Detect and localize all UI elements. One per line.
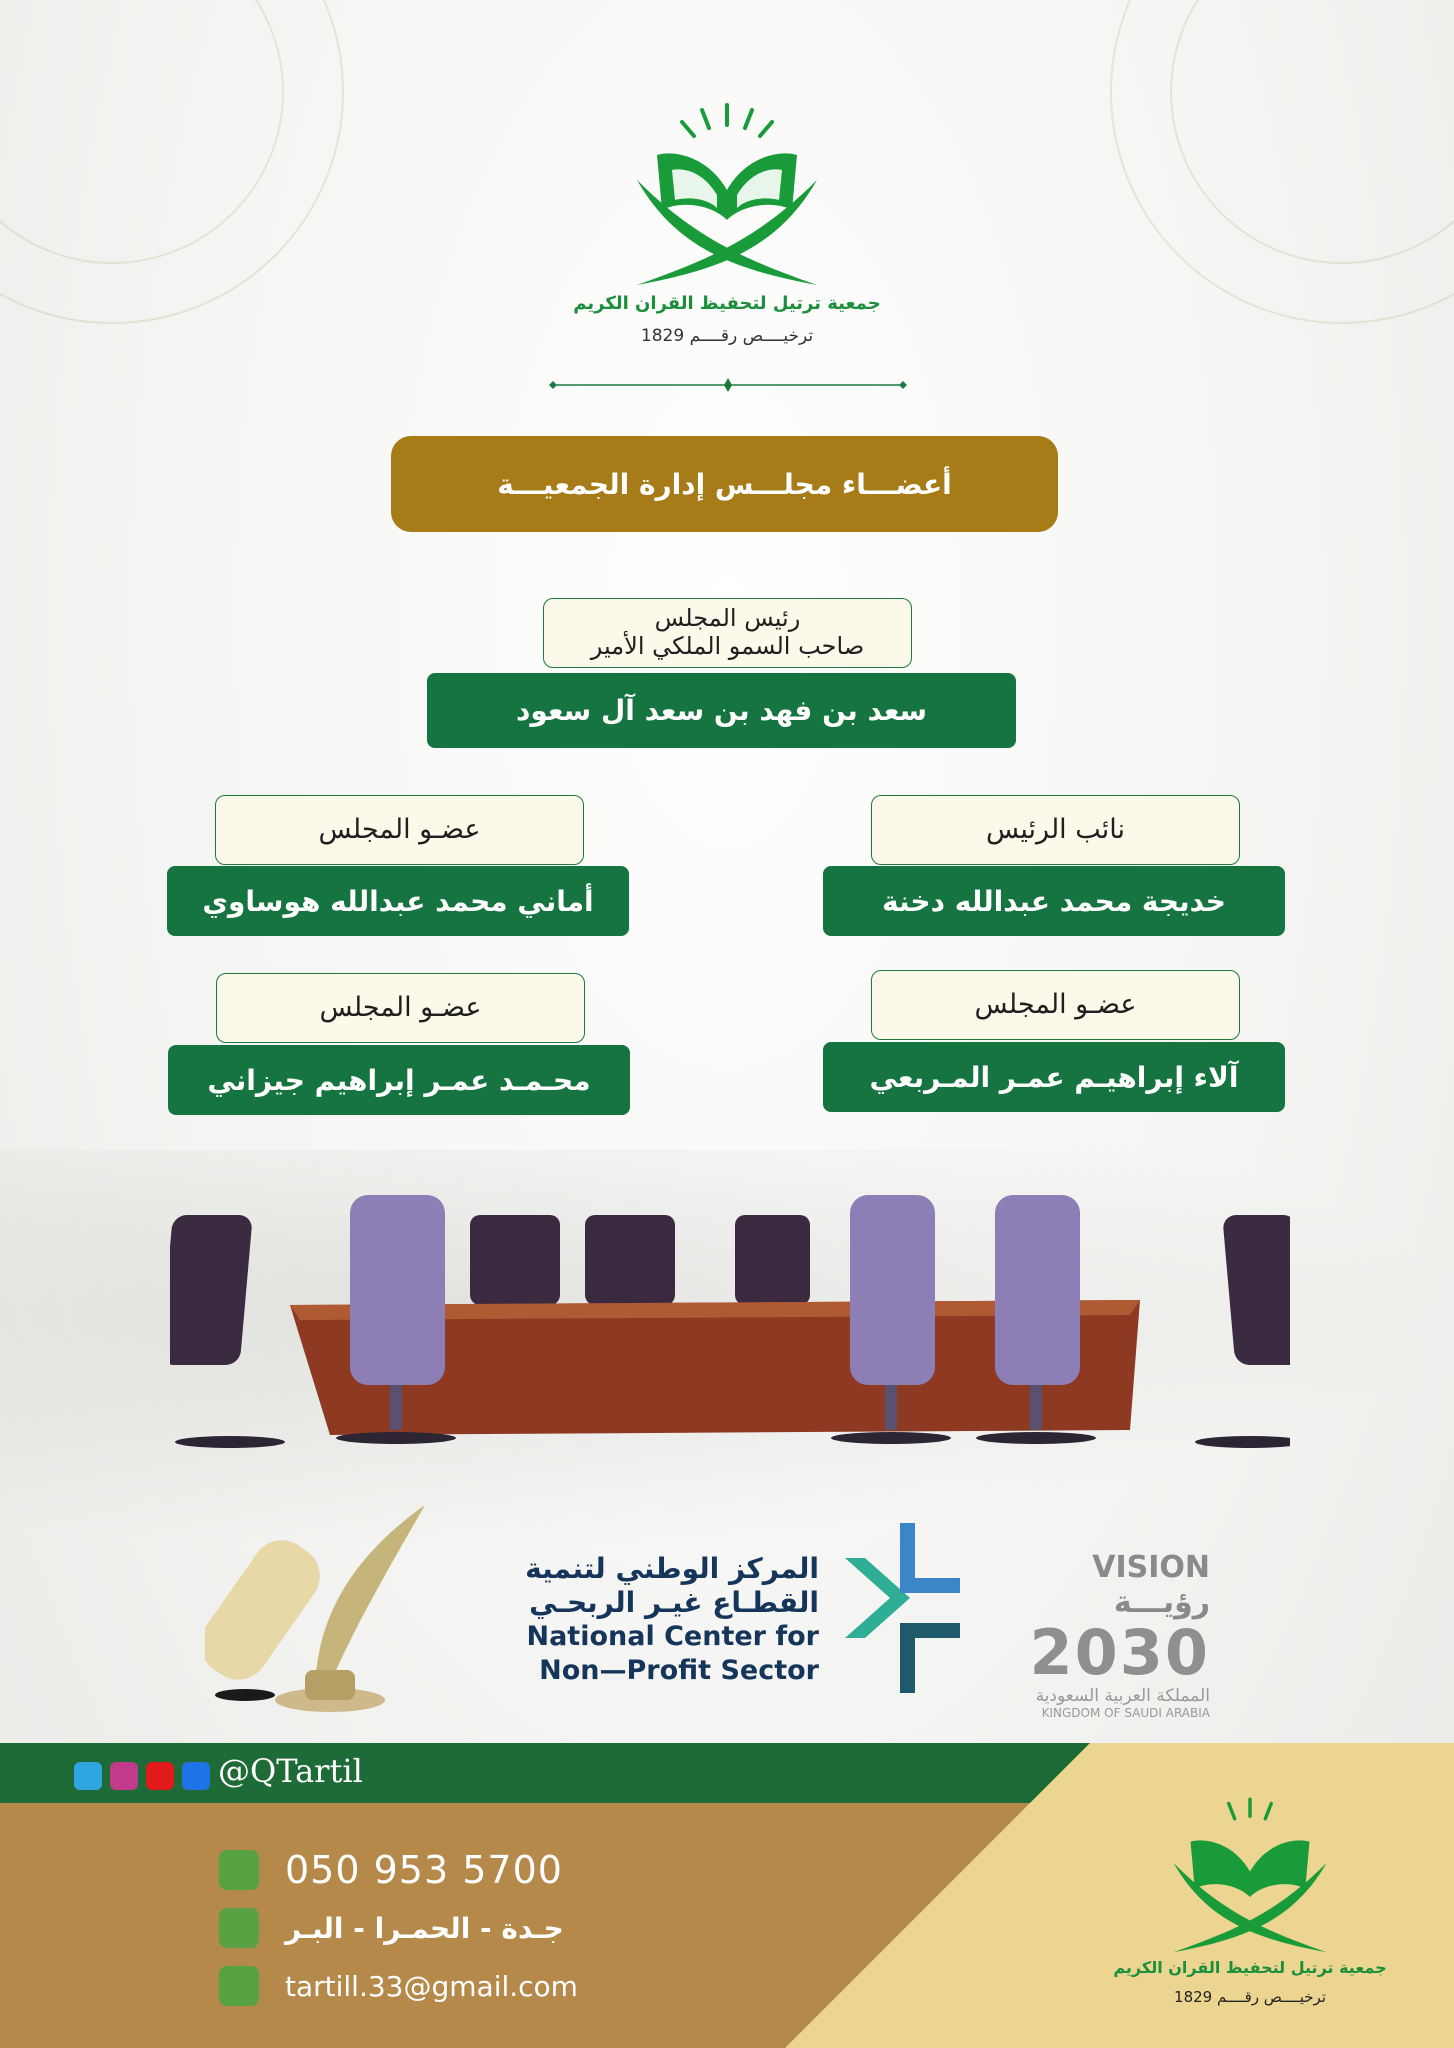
org-name: جمعية ترتيل لتحفيظ القران الكريم — [573, 293, 881, 314]
footer-org-license: ترخيــــص رقــــم 1829 — [1174, 1988, 1326, 2006]
chair-name: سعد بن فهد بن سعد آل سعود — [427, 673, 1016, 748]
member1-name: أماني محمد عبدالله هوساوي — [167, 866, 629, 936]
vice-role: نائب الرئيس — [871, 795, 1240, 865]
page-title: أعضـــاء مجلـــس إدارة الجمعيـــة — [391, 436, 1058, 532]
vision-label: VISION رؤيـــة — [1092, 1550, 1210, 1620]
member2-name: آلاء إبراهيـم عمـر المـربعي — [823, 1042, 1285, 1112]
vice-name: خديجة محمد عبدالله دخنة — [823, 866, 1285, 936]
ncnp-en-line1: National Center for — [526, 1621, 819, 1652]
ncnp-ar-line2: القطـاع غيـر الربحـي — [529, 1586, 819, 1619]
chair-role-box — [543, 598, 912, 668]
boardroom-illustration — [170, 1190, 1290, 1450]
ornament-divider — [548, 378, 908, 392]
member2-role: عضـو المجلس — [871, 970, 1240, 1040]
ncnp-logo-text — [525, 1552, 819, 1688]
chair-role: رئيس المجلس — [654, 604, 801, 633]
footer-org-name: جمعية ترتيل لتحفيظ القران الكريم — [1113, 1958, 1387, 1977]
ncnp-en-line2: Non—Profit Sector — [539, 1655, 819, 1686]
phone-number[interactable]: 050 953 5700 — [285, 1848, 563, 1892]
youtube-icon[interactable] — [146, 1762, 174, 1790]
address: جـدة - الحمـرا - البـر — [285, 1912, 564, 1945]
org-license: ترخيــــص رقــــم 1829 — [640, 326, 814, 346]
member3-name: محـمـد عمـر إبراهيم جيزاني — [168, 1045, 630, 1115]
facebook-icon[interactable] — [182, 1762, 210, 1790]
ncnp-ar-line1: المركز الوطني لتنمية — [525, 1552, 819, 1585]
email-address[interactable]: tartill.33@gmail.com — [285, 1970, 578, 2003]
vision-2030-logo — [990, 1550, 1210, 1720]
vision-en: KINGDOM OF SAUDI ARABIA — [1041, 1706, 1210, 1720]
member1-role: عضـو المجلس — [215, 795, 584, 865]
whatsapp-icon — [219, 1850, 259, 1890]
org-logo — [617, 100, 837, 300]
email-icon — [219, 1966, 259, 2006]
footer-org-logo — [1150, 1795, 1350, 1965]
quill-scroll-illustration — [205, 1495, 435, 1715]
social-handle[interactable]: @QTartil — [218, 1752, 363, 1790]
twitter-icon[interactable] — [74, 1762, 102, 1790]
chair-title: صاحب السمو الملكي الأمير — [590, 632, 865, 660]
instagram-icon[interactable] — [110, 1762, 138, 1790]
vision-year: 2030 — [1029, 1616, 1210, 1689]
vision-ar: المملكة العربية السعودية — [1035, 1686, 1210, 1706]
location-pin-icon — [219, 1908, 259, 1948]
member3-role: عضـو المجلس — [216, 973, 585, 1043]
ncnp-symbol-icon — [835, 1518, 965, 1698]
